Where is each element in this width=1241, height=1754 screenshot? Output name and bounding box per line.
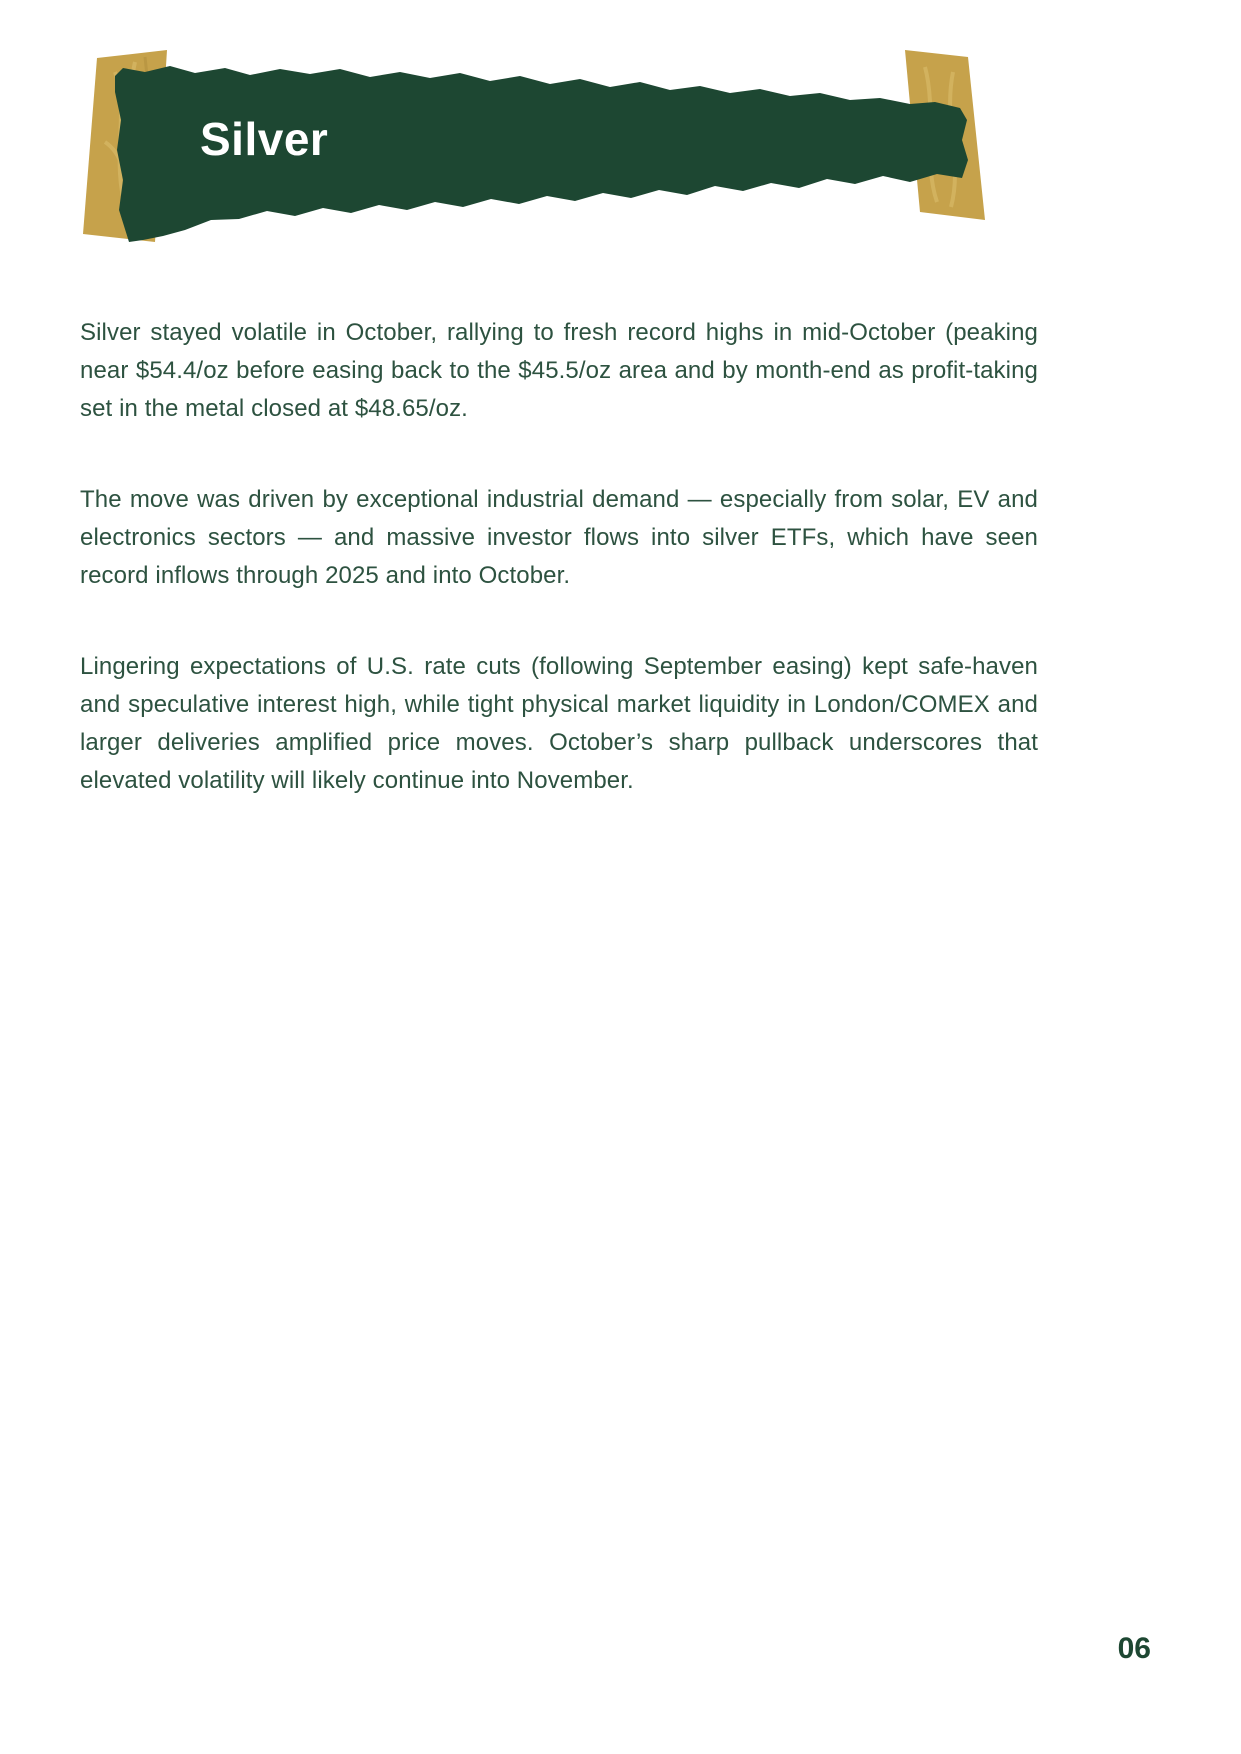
body-paragraph: Silver stayed volatile in October, rallying to fresh record highs in mid-October (peaking near $54.4/oz before easing back to the $45.5/oz area and by month-end as profit-taking set in the metal closed at $48.65/oz. bbox=[80, 319, 1038, 422]
body-text bbox=[80, 314, 1038, 853]
body-paragraph: The move was driven by exceptional industrial demand — especially from solar, EV and electronics sectors — and massive investor flows into silver ETFs, which have seen record inflows through 2025 and into October. bbox=[80, 486, 1038, 589]
body-paragraph: Lingering expectations of U.S. rate cuts (following September easing) kept safe-haven and speculative interest high, while tight physical market liquidity in London/COMEX and larger deliveries amplified price moves. October’s sharp pullback underscores that elevated volatility will likely continue into November. bbox=[80, 653, 1038, 794]
page-title: Silver bbox=[200, 113, 329, 165]
page-number: 06 bbox=[1117, 1632, 1151, 1665]
